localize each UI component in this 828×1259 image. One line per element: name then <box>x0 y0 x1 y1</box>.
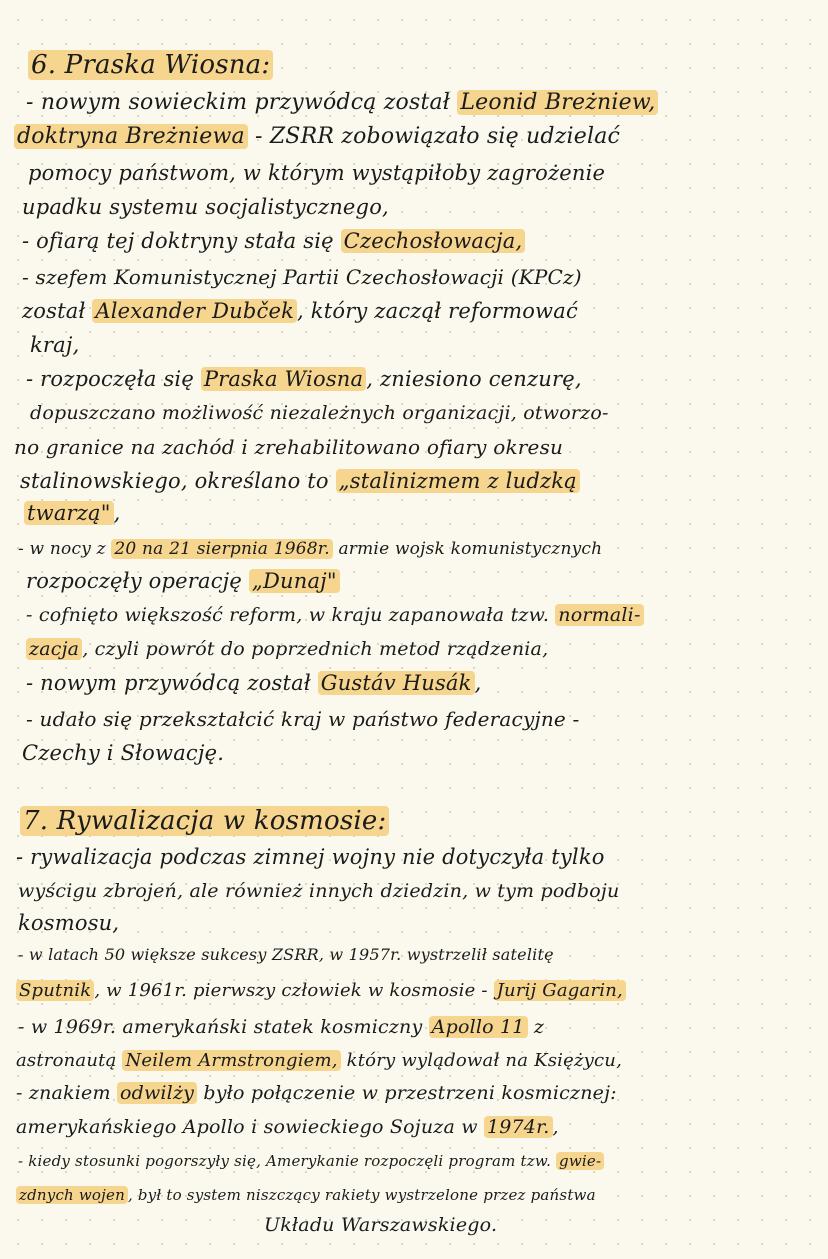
note-text: - w 1969r. amerykański statek kosmiczny <box>18 1016 429 1038</box>
note-text: wyścigu zbrojeń, ale również innych dziedzin, w tym podboju <box>18 880 620 902</box>
section6-line <box>30 398 828 428</box>
note-text: - w nocy z <box>18 539 112 559</box>
highlighted-term: normali- <box>555 604 643 626</box>
note-text: , zniesiono cenzurę, <box>366 367 582 391</box>
highlighted-term: zacja <box>26 638 82 660</box>
section6-line <box>26 566 828 596</box>
section6-line <box>26 88 828 118</box>
note-text: został <box>22 299 93 323</box>
note-text: dopuszczano możliwość niezależnych organizacji, otworzo- <box>30 402 609 424</box>
section7-line <box>18 1012 828 1042</box>
highlighted-term: 20 na 21 sierpnia 1968r. <box>111 539 332 559</box>
section6-line <box>26 600 828 630</box>
section6-line <box>18 534 828 564</box>
section7-line <box>16 842 828 872</box>
note-text: no granice na zachód i zrehabilitowano ofiary okresu <box>14 435 564 459</box>
note-text: , <box>474 671 482 695</box>
note-text: rozpoczęły operację <box>26 569 249 593</box>
section-7-heading: 7. Rywalizacja w kosmosie: <box>20 806 828 836</box>
note-text: stalinowskiego, określano to <box>20 469 336 493</box>
note-text: - ZSRR zobowiązało się udzielać <box>247 124 621 149</box>
section6-line <box>22 738 828 768</box>
highlighted-term: 1974r. <box>484 1116 553 1138</box>
section7-line <box>16 1112 828 1142</box>
section-6-heading: 6. Praska Wiosna: <box>28 50 828 80</box>
note-text: Układu Warszawskiego. <box>264 1214 498 1236</box>
section7-line <box>18 940 828 970</box>
note-text: - znakiem <box>16 1082 117 1104</box>
section7-line <box>18 876 828 906</box>
highlighted-term: odwilży <box>117 1082 197 1104</box>
highlighted-term: Gustáv Husák <box>318 671 475 695</box>
note-text: - rozpoczęła się <box>26 367 201 391</box>
note-text: upadku systemu socjalistycznego, <box>22 195 389 219</box>
section7-line <box>18 908 828 938</box>
note-text: z <box>527 1016 545 1038</box>
section6-line <box>26 704 828 734</box>
section6-line <box>22 226 828 256</box>
note-text: - nowym sowieckim przywódcą został <box>26 90 458 115</box>
note-text: który wylądował na Księżycu, <box>340 1050 623 1071</box>
note-text: , który zaczął reformować <box>297 299 578 323</box>
highlighted-term: Neilem Armstrongiem, <box>122 1050 340 1071</box>
note-text: , w 1961r. pierwszy człowiek w kosmosie - <box>94 980 494 1001</box>
section6-line <box>14 432 828 462</box>
section7-line <box>16 1078 828 1108</box>
section6-line <box>14 122 828 152</box>
note-text: - w latach 50 większe sukcesy ZSRR, w 1957r. wystrzelił satelitę <box>18 945 554 964</box>
highlighted-term: zdnych wojen <box>16 1186 128 1204</box>
section6-line <box>22 192 828 222</box>
highlighted-term: „Dunaj" <box>249 569 340 593</box>
note-text: Czechy i Słowację. <box>22 741 225 765</box>
note-text: - kiedy stosunki pogorszyły się, Amerykanie rozpoczęli program tzw. <box>18 1152 557 1170</box>
highlighted-term: Praska Wiosna <box>201 367 366 391</box>
section6-line <box>30 330 828 360</box>
section7-line <box>16 1046 828 1076</box>
note-text: kosmosu, <box>18 911 120 935</box>
note-text: , był to system niszczący rakiety wystrzelone przez państwa <box>127 1186 596 1204</box>
note-text: - cofnięto większość reform, w kraju zapanowała tzw. <box>26 604 556 626</box>
highlighted-term: Alexander Dubček <box>92 299 297 323</box>
section6-line <box>24 498 828 528</box>
note-text: - udało się przekształcić kraj w państwo federacyjne - <box>26 707 580 731</box>
highlighted-term: Sputnik <box>16 980 94 1001</box>
note-text: kraj, <box>30 333 80 357</box>
section6-line <box>26 668 828 698</box>
highlighted-term: Leonid Breżniew, <box>457 90 658 115</box>
highlighted-term: Jurij Gagarin, <box>494 980 626 1001</box>
note-text: , <box>552 1116 559 1138</box>
section6-line <box>22 296 828 326</box>
highlighted-term: twarzą" <box>24 501 114 525</box>
note-text: było połączenie w przestrzeni kosmicznej: <box>197 1082 617 1104</box>
note-text: - rywalizacja podczas zimnej wojny nie dotyczyła tylko <box>16 845 605 869</box>
note-text: - nowym przywódcą został <box>26 671 318 695</box>
note-text: pomocy państwom, w którym wystąpiłoby zagrożenie <box>28 161 606 185</box>
section7-line <box>16 1180 828 1210</box>
section7-line <box>264 1210 828 1240</box>
section6-line <box>28 158 828 188</box>
section7-line <box>16 976 828 1006</box>
note-text: astronautą <box>16 1050 123 1071</box>
note-text: armie wojsk komunistycznych <box>332 539 603 559</box>
section6-line <box>22 262 828 292</box>
highlighted-term: gwie- <box>556 1152 604 1170</box>
highlighted-term: Czechosłowacja, <box>341 229 526 253</box>
highlighted-term: Apollo 11 <box>429 1016 528 1038</box>
note-text: - szefem Komunistycznej Partii Czechosłowacji (KPCz) <box>22 265 582 289</box>
note-text: , <box>113 501 121 525</box>
highlighted-term: „stalinizmem z ludzką <box>336 469 580 493</box>
section6-line <box>26 634 828 664</box>
section7-line <box>18 1146 828 1176</box>
note-text: - ofiarą tej doktryny stała się <box>22 229 341 253</box>
section6-line <box>20 466 828 496</box>
highlighted-term: doktryna Breżniewa <box>14 124 248 149</box>
section6-line <box>26 364 828 394</box>
note-text: , czyli powrót do poprzednich metod rządzenia, <box>82 638 549 660</box>
note-text: amerykańskiego Apollo i sowieckiego Sojuza w <box>16 1116 484 1138</box>
